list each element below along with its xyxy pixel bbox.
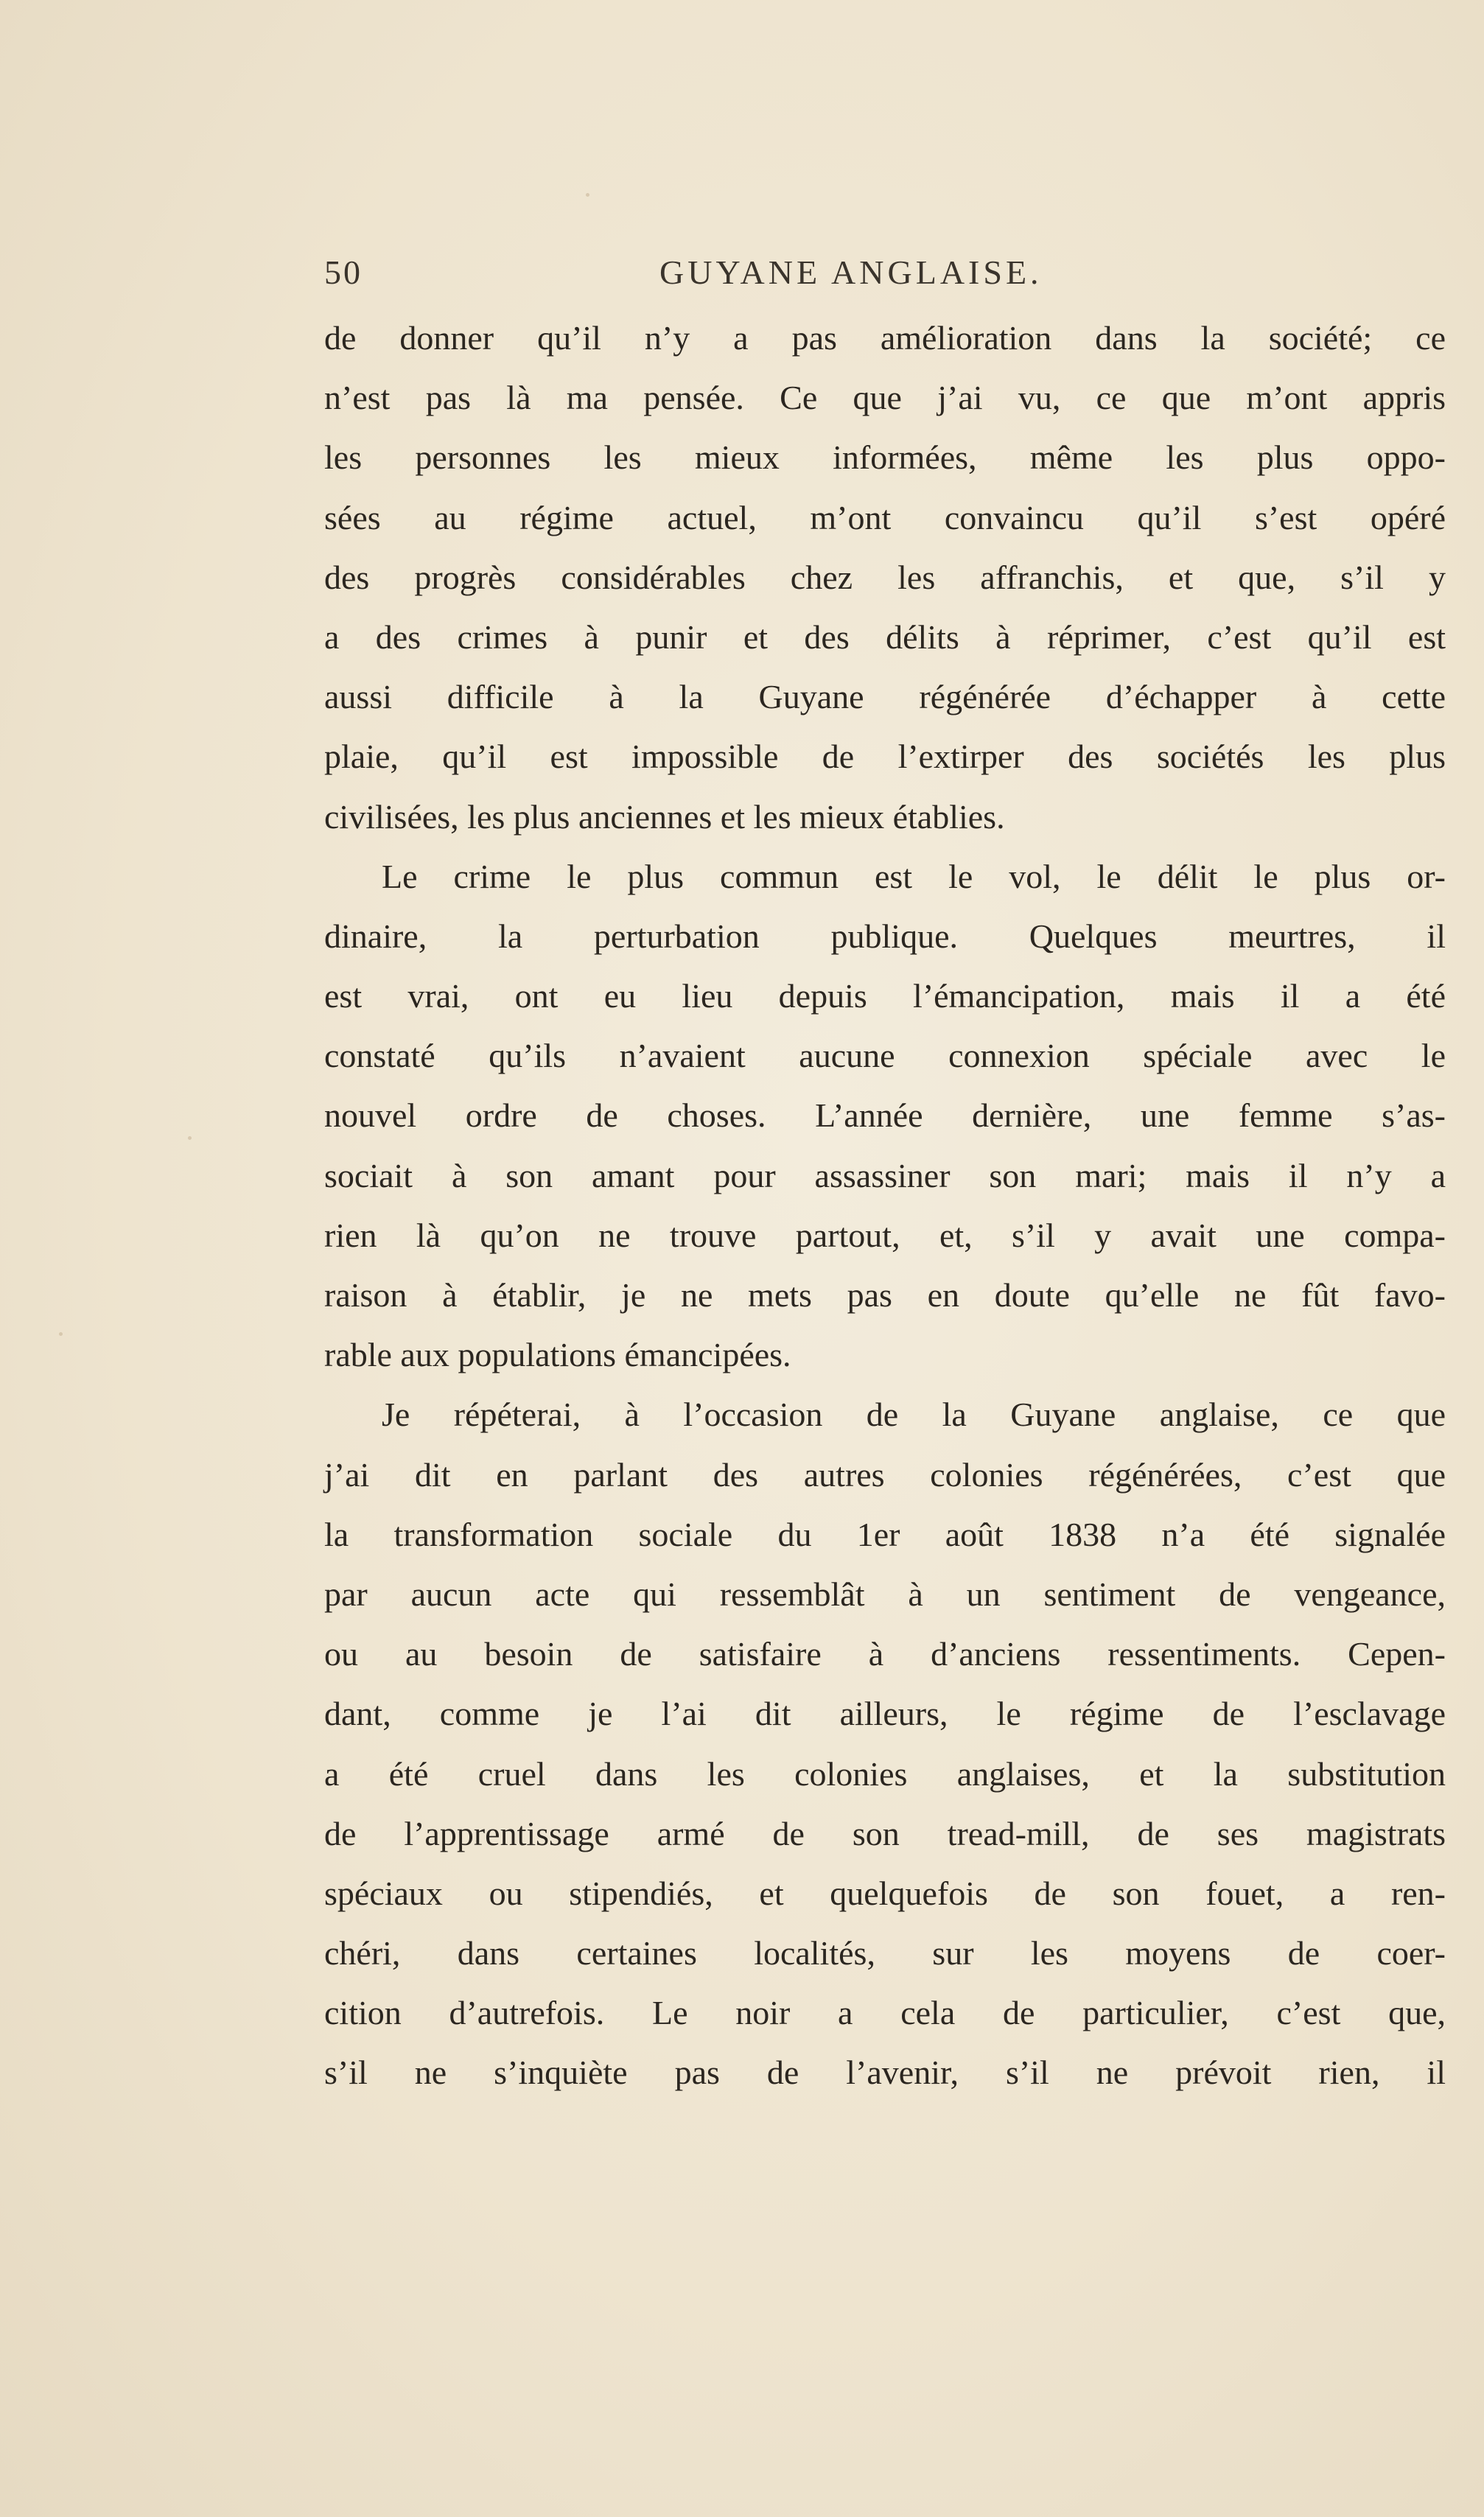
text-line: s’il ne s’inquiète pas de l’avenir, s’il ne prévoit rien, il [324, 2054, 1446, 2092]
page-header [324, 247, 1429, 306]
body-text [324, 308, 1446, 2103]
paper-speck [586, 193, 589, 197]
text-line: Je répéterai, à l’occasion de la Guyane anglaise, ce que [382, 1396, 1446, 1434]
text-line: aussi difficile à la Guyane régénérée d’échapper à cette [324, 678, 1446, 716]
text-line: dant, comme je l’ai dit ailleurs, le régime de l’esclavage [324, 1695, 1446, 1733]
text-line: rien là qu’on ne trouve partout, et, s’il y avait une compa- [324, 1216, 1446, 1254]
paper-speck [188, 1136, 192, 1140]
text-line: chéri, dans certaines localités, sur les moyens de coer- [324, 1934, 1446, 1972]
text-line: la transformation sociale du 1er août 1838 n’a été signalée [324, 1515, 1446, 1553]
page-number: 50 [324, 253, 363, 291]
text-line: de donner qu’il n’y a pas amélioration dans la société; ce [324, 319, 1446, 357]
text-line: est vrai, ont eu lieu depuis l’émancipation, mais il a été [324, 977, 1446, 1015]
text-line: par aucun acte qui ressemblât à un sentiment de vengeance, [324, 1575, 1446, 1613]
text-line: n’est pas là ma pensée. Ce que j’ai vu, ce que m’ont appris [324, 379, 1446, 417]
text-line: j’ai dit en parlant des autres colonies régénérées, c’est que [324, 1455, 1446, 1494]
text-line: raison à établir, je ne mets pas en doute qu’elle ne fût favo- [324, 1276, 1446, 1314]
text-line: constaté qu’ils n’avaient aucune connexion spéciale avec le [324, 1037, 1446, 1075]
text-line: ou au besoin de satisfaire à d’anciens ressentiments. Cepen- [324, 1635, 1446, 1673]
paper-speck [59, 1332, 63, 1336]
text-line: a été cruel dans les colonies anglaises, et la substitution [324, 1754, 1446, 1793]
text-line: nouvel ordre de choses. L’année dernière, une femme s’as- [324, 1096, 1446, 1135]
text-line: a des crimes à punir et des délits à réprimer, c’est qu’il est [324, 617, 1446, 656]
text-line: de l’apprentissage armé de son tread-mill, de ses magistrats [324, 1814, 1446, 1852]
text-line: Le crime le plus commun est le vol, le délit le plus or- [382, 857, 1446, 895]
text-line: plaie, qu’il est impossible de l’extirper des sociétés les plus [324, 738, 1446, 776]
running-title: GUYANE ANGLAISE. [659, 253, 1043, 291]
text-line: civilisées, les plus anciennes et les mieux établies. [324, 797, 1005, 836]
text-line: spéciaux ou stipendiés, et quelquefois de son fouet, a ren- [324, 1874, 1446, 1912]
text-line: dinaire, la perturbation publique. Quelques meurtres, il [324, 917, 1446, 955]
text-line: sociait à son amant pour assassiner son mari; mais il n’y a [324, 1156, 1446, 1194]
text-line: cition d’autrefois. Le noir a cela de particulier, c’est que, [324, 1994, 1446, 2032]
text-line: sées au régime actuel, m’ont convaincu qu’il s’est opéré [324, 498, 1446, 536]
text-line: rable aux populations émancipées. [324, 1336, 791, 1374]
text-line: les personnes les mieux informées, même les plus oppo- [324, 438, 1446, 477]
text-line: des progrès considérables chez les affranchis, et que, s’il y [324, 558, 1446, 596]
